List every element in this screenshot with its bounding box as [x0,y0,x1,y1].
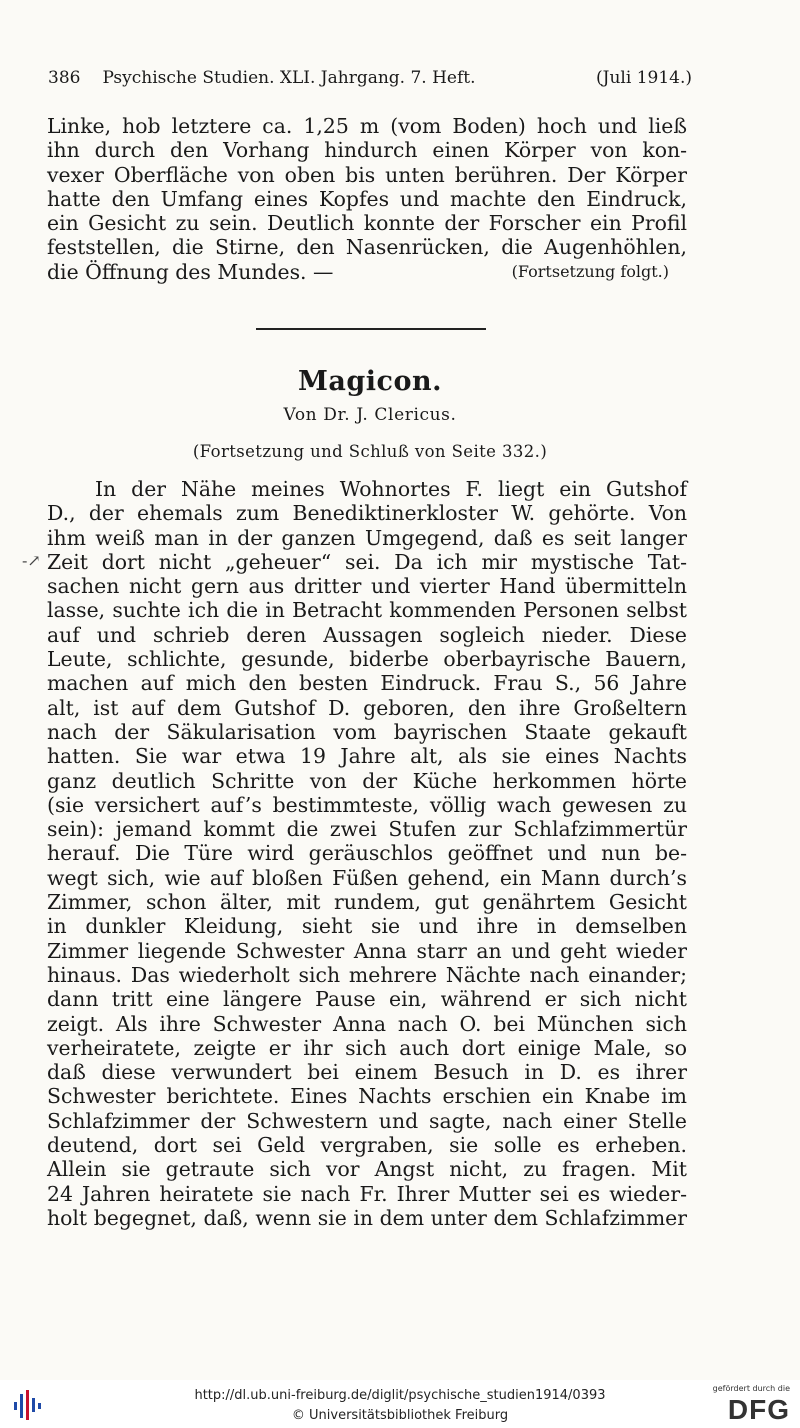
text-line: hatte den Umfang eines Kopfes und machte den Eindruck, [47,186,687,211]
section-divider [256,328,486,330]
text-line: Allein sie getraute sich vor Angst nicht, zu fragen. Mit [47,1157,687,1182]
text-line: ihm weiß man in der ganzen Umgegend, daß es seit langer [47,525,687,550]
text-line: nach der Säkularisation vom bayrischen Staate gekauft [47,719,687,744]
text-line: Zeit dort nicht „geheuer“ sei. Da ich mir mystische Tat- [47,549,687,574]
text-line: Leute, schlichte, gesunde, biderbe oberbayrische Bauern, [47,647,687,672]
text-line: in dunkler Kleidung, sieht sie und ihre in demselben [47,914,687,939]
text-line: hatten. Sie war etwa 19 Jahre alt, als sie eines Nachts [47,744,687,769]
text-line: die Öffnung des Mundes. — [47,259,334,284]
text-line: herauf. Die Türe wird geräuschlos geöffnet und nun be- [47,841,687,866]
text-line: machen auf mich den besten Eindruck. Frau S., 56 Jahre [47,671,687,696]
text-line: wegt sich, wie auf bloßen Füßen gehend, ein Mann durch’s [47,865,687,890]
text-line: Zimmer, schon älter, mit rundem, gut genährtem Gesicht [47,890,687,915]
continuation-note: (Fortsetzung folgt.) [511,261,669,281]
text-line: In der Nähe meines Wohnortes F. liegt ein Gutshof [95,477,687,501]
copyright-notice: © Universitätsbibliothek Freiburg [291,1408,509,1423]
text-line: sachen nicht gern aus dritter und vierter Hand übermitteln [47,574,687,599]
dfg-logo: DFG [727,1394,790,1425]
text-line: ganz deutlich Schritte von der Küche herkommen hörte [47,768,687,793]
text-line: feststellen, die Stirne, den Nasenrücken, die Augenhöhlen, [47,235,687,260]
text-line: lasse, suchte ich die in Betracht kommenden Personen selbst [47,598,687,623]
dfg-caption: gefördert durch die [712,1384,790,1393]
text-line: ein Gesicht zu sein. Deutlich konnte der Forscher ein Profil [47,211,687,236]
page-number: 386 [48,68,81,88]
text-line: D., der ehemals zum Benediktinerkloster W. gehörte. Von [47,501,687,526]
text-line: daß diese verwundert bei einem Besuch in D. es ihrer [47,1060,687,1085]
text-line: ihn durch den Vorhang hindurch einen Körper von kon- [47,138,687,163]
text-line: Schlafzimmer der Schwestern und sagte, nach einer Stelle [47,1108,687,1133]
text-line: holt begegnet, daß, wenn sie in dem unter dem Schlafzimmer [47,1205,687,1230]
text-line: vexer Oberfläche von oben bis unten berühren. Der Körper [47,162,687,187]
text-line: zeigt. Als ihre Schwester Anna nach O. bei München sich [47,1011,687,1036]
text-line: verheiratete, zeigte er ihr sich auch dort einige Male, so [47,1035,687,1060]
journal-title: Psychische Studien. XLI. Jahrgang. 7. Heft. [102,68,476,88]
text-line: (sie versichert auf’s bestimmteste, völlig wach gewesen zu [47,792,687,817]
text-line: sein): jemand kommt die zwei Stufen zur Schlafzimmertür [47,817,687,842]
text-line-with-note [47,260,687,284]
text-line: Schwester berichtete. Eines Nachts erschien ein Knabe im [47,1084,687,1109]
text-line: Linke, hob letztere ca. 1,25 m (vom Boden) hoch und ließ [47,114,687,138]
text-line: dann tritt eine längere Pause ein, während er sich nicht [47,987,687,1012]
text-line: 24 Jahren heiratete sie nach Fr. Ihrer Mutter sei es wieder- [47,1181,687,1206]
text-line: Zimmer liegende Schwester Anna starr an und geht wieder [47,938,687,963]
running-head [48,68,692,88]
permalink-url[interactable]: http://dl.ub.uni-freiburg.de/diglit/psychische_studien1914/0393 [194,1388,606,1403]
margin-annotation-mark: -↗ [22,551,41,570]
text-line: hinaus. Das wiederholt sich mehrere Nächte nach einander; [47,962,687,987]
text-line: alt, ist auf dem Gutshof D. geboren, den ihre Großeltern [47,695,687,720]
continued-article-text [47,114,687,284]
text-line: deutend, dort sei Geld vergraben, sie solle es erheben. [47,1133,687,1158]
issue-date: (Juli 1914.) [596,68,692,88]
viewer-footer [0,1380,800,1428]
article-title: Magicon. [298,366,442,397]
article-byline: Von Dr. J. Clericus. [283,405,457,425]
article-subtitle: (Fortsetzung und Schluß von Seite 332.) [192,442,548,461]
text-line: auf und schrieb deren Aussagen sogleich nieder. Diese [47,622,687,647]
article-body [47,477,687,1230]
